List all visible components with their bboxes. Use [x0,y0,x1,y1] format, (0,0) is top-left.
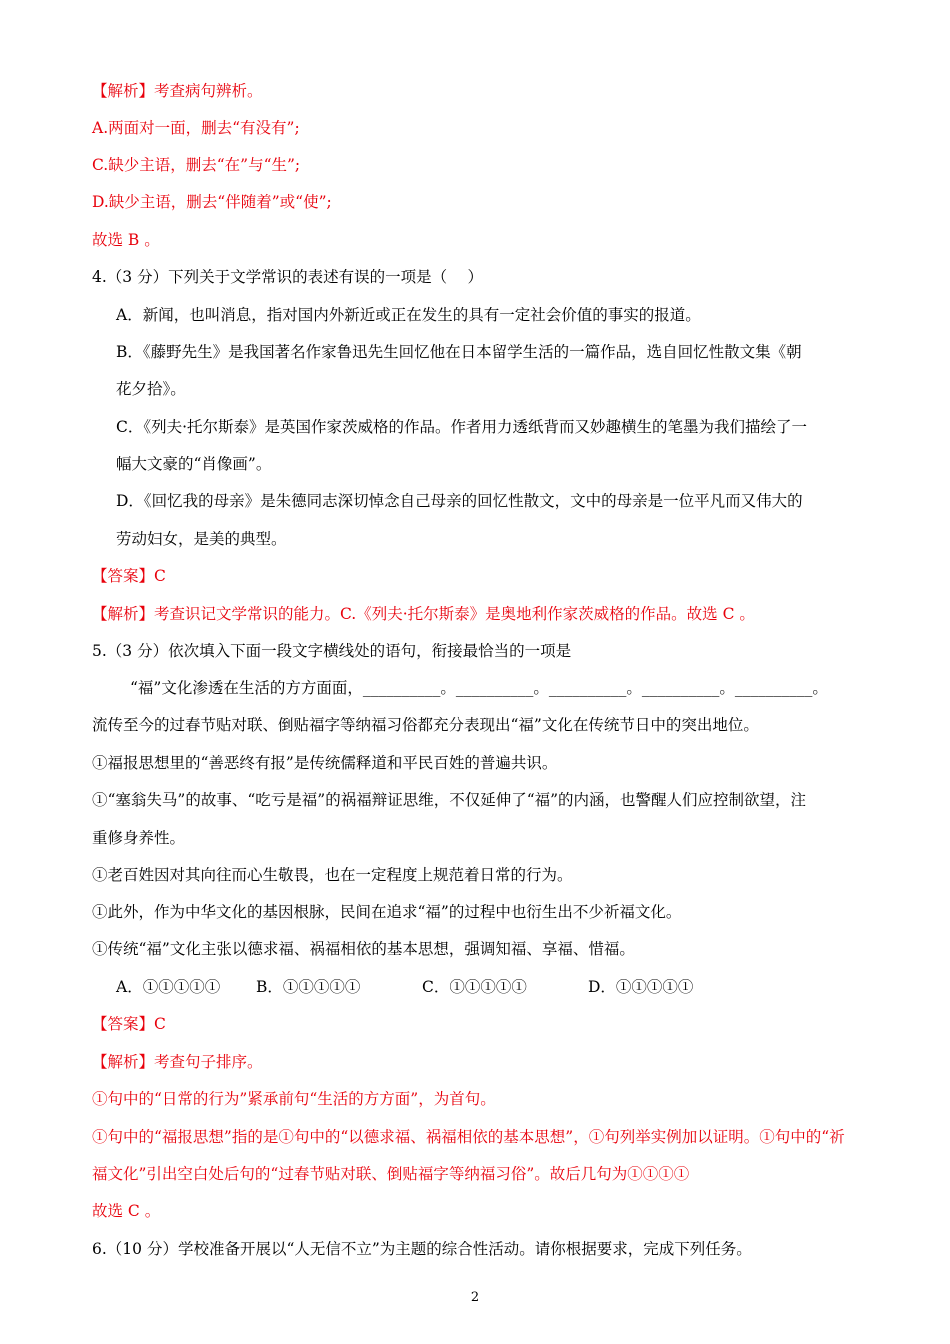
q4-option-d-line2: 劳动妇女，是美的典型。 [116,530,287,548]
q4-option-b-line2: 花夕拾》。 [116,380,186,398]
page-number: 2 [470,1290,480,1305]
q5-option-a: A．①①①①① [116,978,221,996]
q4-analysis: 【解析】考查识记文学常识的能力。C.《列夫·托尔斯泰》是奥地利作家茨威格的作品。故选 C 。 [92,605,755,623]
q5-option-d: D．①①①①① [588,978,694,996]
q5-option-c: C．①①①①① [422,978,527,996]
q5-analysis-line3: 福文化”引出空白处后句的“过春节贴对联、倒贴福字等纳福习俗”。故后几句为①①①① [92,1165,690,1183]
q5-sentence-1: ①福报思想里的“善恶终有报”是传统儒释道和平民百姓的普遍共识。 [92,754,558,772]
q4-option-b-line1: B．《藤野先生》是我国著名作家鲁迅先生回忆他在日本留学生活的一篇作品，选自回忆性散文集《朝 [116,343,802,361]
q5-passage-line2: 流传至今的过春节贴对联、倒贴福字等纳福习俗都充分表现出“福”文化在传统节日中的突出地位。 [92,716,759,734]
q5-sentence-5: ①传统“福”文化主张以德求福、祸福相依的基本思想，强调知福、享福、惜福。 [92,940,635,958]
q4-answer: 【答案】C [92,567,166,585]
q4-stem: 4.（3 分）下列关于文学常识的表述有误的一项是（ ） [92,268,484,286]
q5-options [116,976,870,998]
q5-answer: 【答案】C [92,1015,166,1033]
q5-stem: 5.（3 分）依次填入下面一段文字横线处的语句，衔接最恰当的一项是 [92,642,572,660]
q5-analysis-line2: ①句中的“福报思想”指的是①句中的“以德求福、祸福相依的基本思想”，①句列举实例加以证明。①句中的“祈 [92,1128,845,1146]
q6-stem: 6.（10 分）学校准备开展以“人无信不立”为主题的综合性活动。请你根据要求，完成下列任务。 [92,1240,752,1258]
q5-sentence-2-line2: 重修身养性。 [92,829,186,847]
q4-option-a: A．新闻，也叫消息，指对国内外新近或正在发生的具有一定社会价值的事实的报道。 [116,306,701,324]
q5-sentence-2-line1: ①“塞翁失马”的故事、“吃亏是福”的祸福辩证思维，不仅延伸了“福”的内涵，也警醒人们应控制欲望，注 [92,791,807,809]
q5-option-b: B．①①①①① [256,978,361,996]
q4-option-c-line1: C．《列夫·托尔斯泰》是英国作家茨威格的作品。作者用力透纸背而又妙趣横生的笔墨为我们描绘了一 [116,418,808,436]
q3-choice: 故选 B 。 [92,231,160,249]
q5-passage-line1: “福”文化渗透在生活的方方面面，__________。__________。__________。__________。__________。 [130,679,828,697]
q5-sentence-4: ①此外，作为中华文化的基因根脉，民间在追求“福”的过程中也衍生出不少祈福文化。 [92,903,682,921]
q3-analysis-c: C.缺少主语，删去“在”与“生”; [92,156,301,174]
q5-analysis-head: 【解析】考查句子排序。 [92,1053,263,1071]
q3-analysis-d: D.缺少主语，删去“伴随着”或“使”; [92,193,332,211]
q5-sentence-3: ①老百姓因对其向往而心生敬畏，也在一定程度上规范着日常的行为。 [92,866,573,884]
q3-analysis-a: A.两面对一面，删去“有没有”; [92,119,300,137]
q5-choice: 故选 C 。 [92,1202,161,1220]
q3-analysis-head: 【解析】考查病句辨析。 [92,82,263,100]
q4-option-c-line2: 幅大文豪的“肖像画”。 [116,455,272,473]
q5-analysis-line1: ①句中的“日常的行为”紧承前句“生活的方方面”，为首句。 [92,1090,496,1108]
q4-option-d-line1: D．《回忆我的母亲》是朱德同志深切悼念自己母亲的回忆性散文，文中的母亲是一位平凡而又伟大的 [116,492,803,510]
